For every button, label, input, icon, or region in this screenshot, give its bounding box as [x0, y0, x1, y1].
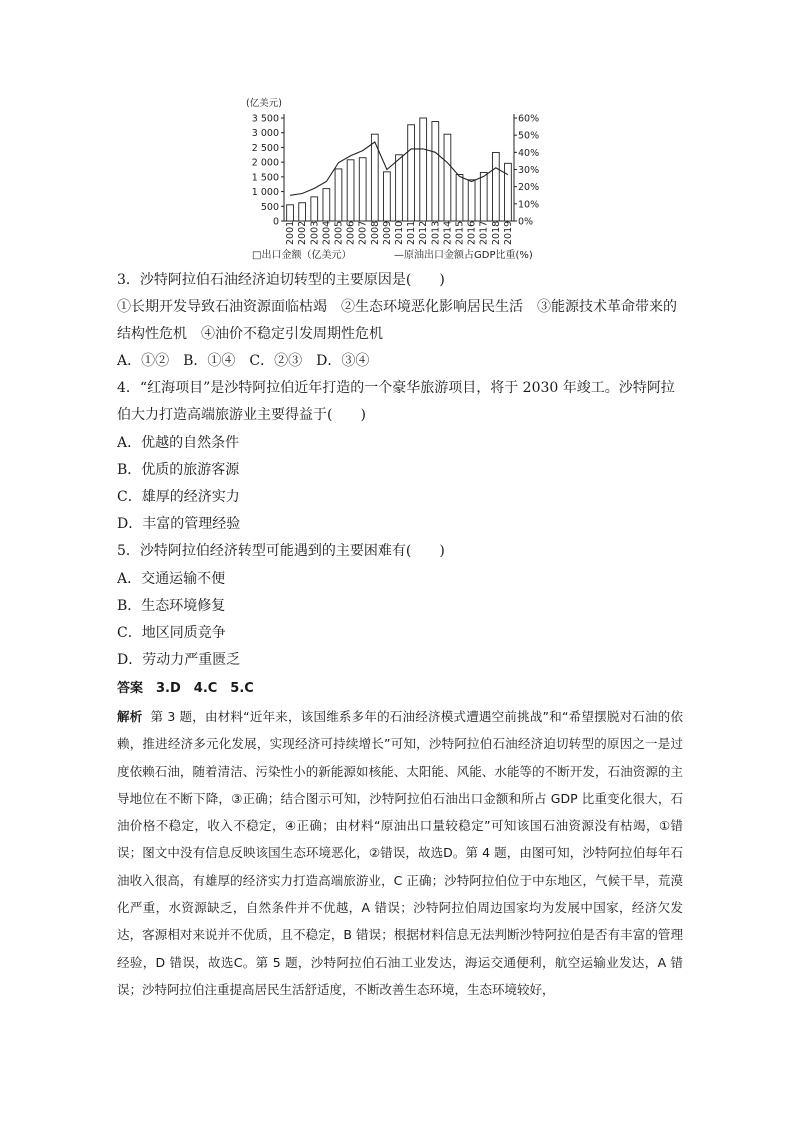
legend [252, 248, 533, 261]
export-bar [456, 175, 463, 221]
x-tick-label: 2017 [478, 220, 490, 245]
export-bar [287, 205, 294, 221]
export-bar [347, 160, 354, 221]
right-tick-label: 0% [518, 216, 534, 228]
x-tick-label: 2002 [297, 220, 309, 245]
explanation-lead: 解析 [117, 709, 143, 724]
q5-option-d: D．劳动力严重匮乏 [117, 652, 241, 668]
left-tick-label: 500 [260, 201, 279, 213]
explanation-text: 第 3 题，由材料“近年来，该国维系多年的石油经济模式遭遇空前挑战”和“希望摆脱对石油的依赖，推进经济多元化发展，实现经济可持续增长”可知，沙特阿拉伯石油经济迫切转型的原因之一是过度依赖石油，随着清洁、污染性小的新能源如核能、太阳能、风能、水能等的不断开发，石油资源的主导地位在不断下降，③正确；结合图示可知，沙特阿拉伯石油出口金额和所占 GDP 比重变化很大，石油价格不稳定，收入不稳定，④正确；由材料“原油出口量较稳定”可知该国石油资源没有枯竭，①错误；图文中没有信息反映该国生态环境恶化，②错误，故选D。第 4 题，由图可知，沙特阿拉伯每年石油收入很高，有雄厚的经济实力打造高端旅游业，C 正确；沙特阿拉伯位于中东地区，气候干旱，荒漠化严重，水资源缺乏，自然条件并不优越，A 错误；沙特阿拉伯周边国家均为发展中国家，经济欠发达，客源相对来说并不优质，且不稳定，B 错误；根据材料信息无法判断沙特阿拉伯是否有丰富的管理经验，D 错误，故选C。第 5 题，沙特阿拉伯石油工业发达，海运交通便利，航空运输业发达，A 错误；沙特阿拉伯注重提高居民生活舒适度，不断改善生态环境，生态环境较好， [117, 709, 683, 997]
x-tick-label: 2005 [333, 220, 345, 245]
q4-option-d: D．丰富的管理经验 [117, 516, 241, 532]
left-tick-label: 3 500 [251, 113, 279, 125]
left-tick-label: 1 500 [251, 172, 279, 184]
export-bar [299, 203, 306, 221]
export-bar [444, 134, 451, 221]
q4-stem-line2: 伯大力打造高端旅游业主要得益于( ) [117, 407, 366, 423]
q5-option-a: A．交通运输不便 [117, 571, 226, 587]
export-bar [408, 125, 415, 221]
q4-option-a: A．优越的自然条件 [117, 435, 240, 451]
explanation [117, 703, 683, 1003]
q5-stem: 5．沙特阿拉伯经济转型可能遇到的主要困难有( ) [117, 543, 445, 559]
x-tick-label: 2011 [406, 220, 418, 245]
x-tick-label: 2001 [285, 220, 297, 245]
left-tick-label: 0 [272, 216, 279, 228]
legend-line: —原油出口金额占GDP比重(%) [394, 250, 533, 261]
q5-option-b: B．生态环境修复 [117, 598, 226, 614]
x-tick-label: 2009 [381, 220, 393, 245]
export-bar [323, 189, 330, 221]
export-bar [505, 163, 512, 221]
x-tick-label: 2004 [321, 220, 333, 245]
legend-bar: □出口金额（亿美元） [252, 250, 352, 261]
x-tick-label: 2007 [357, 220, 369, 245]
export-bar [480, 172, 487, 221]
right-tick-label: 10% [518, 199, 540, 211]
x-tick-label: 2003 [309, 220, 321, 245]
right-tick-label: 40% [518, 147, 540, 159]
right-tick-label: 30% [518, 165, 540, 176]
export-bar [468, 180, 475, 221]
x-tick-label: 2006 [345, 220, 357, 245]
y-unit-label: (亿美元) [246, 98, 282, 109]
answer-line: 答案 3.D 4.C 5.C [117, 681, 254, 696]
q4-stem-line1: 4．“红海项目”是沙特阿拉伯近年打造的一个豪华旅游项目，将于 2030 年竣工。沙特阿拉 [117, 380, 675, 396]
export-bar [432, 122, 439, 221]
x-tick-label: 2012 [418, 220, 430, 245]
q3-stem: 3．沙特阿拉伯石油经济迫切转型的主要原因是( ) [117, 272, 445, 288]
export-bar [492, 152, 499, 221]
q4-option-c: C．雄厚的经济实力 [117, 489, 240, 505]
export-bar [335, 169, 342, 221]
export-bar [359, 158, 366, 221]
export-bar [311, 197, 318, 221]
q5-option-c: C．地区同质竞争 [117, 625, 226, 641]
q4-option-b: B．优质的旅游客源 [117, 462, 240, 478]
q3-choices: A．①② B．①④ C．②③ D．③④ [117, 353, 370, 369]
x-tick-label: 2013 [430, 220, 442, 245]
x-tick-label: 2015 [454, 220, 466, 245]
export-bar [420, 118, 427, 221]
right-tick-label: 20% [518, 182, 540, 194]
plot-area [252, 114, 539, 246]
left-tick-label: 1 000 [251, 187, 279, 199]
x-tick-label: 2016 [466, 220, 478, 245]
left-tick-label: 2 000 [251, 157, 279, 169]
export-chart [236, 90, 560, 270]
x-tick-label: 2008 [369, 220, 381, 245]
right-tick-label: 50% [518, 130, 540, 142]
right-tick-label: 60% [518, 113, 540, 125]
q3-options-line1: ①长期开发导致石油资源面临枯竭 ②生态环境恶化影响居民生活 ③能源技术革命带来的 [117, 299, 677, 315]
x-tick-label: 2010 [394, 220, 405, 245]
left-tick-label: 2 500 [251, 142, 279, 154]
export-bar [384, 172, 391, 221]
left-tick-label: 3 000 [251, 128, 279, 140]
x-tick-label: 2018 [490, 220, 502, 245]
export-bar [396, 155, 403, 221]
x-tick-label: 2019 [502, 220, 514, 245]
x-tick-label: 2014 [442, 220, 454, 245]
q3-options-line2: 结构性危机 ④油价不稳定引发周期性危机 [117, 326, 383, 342]
